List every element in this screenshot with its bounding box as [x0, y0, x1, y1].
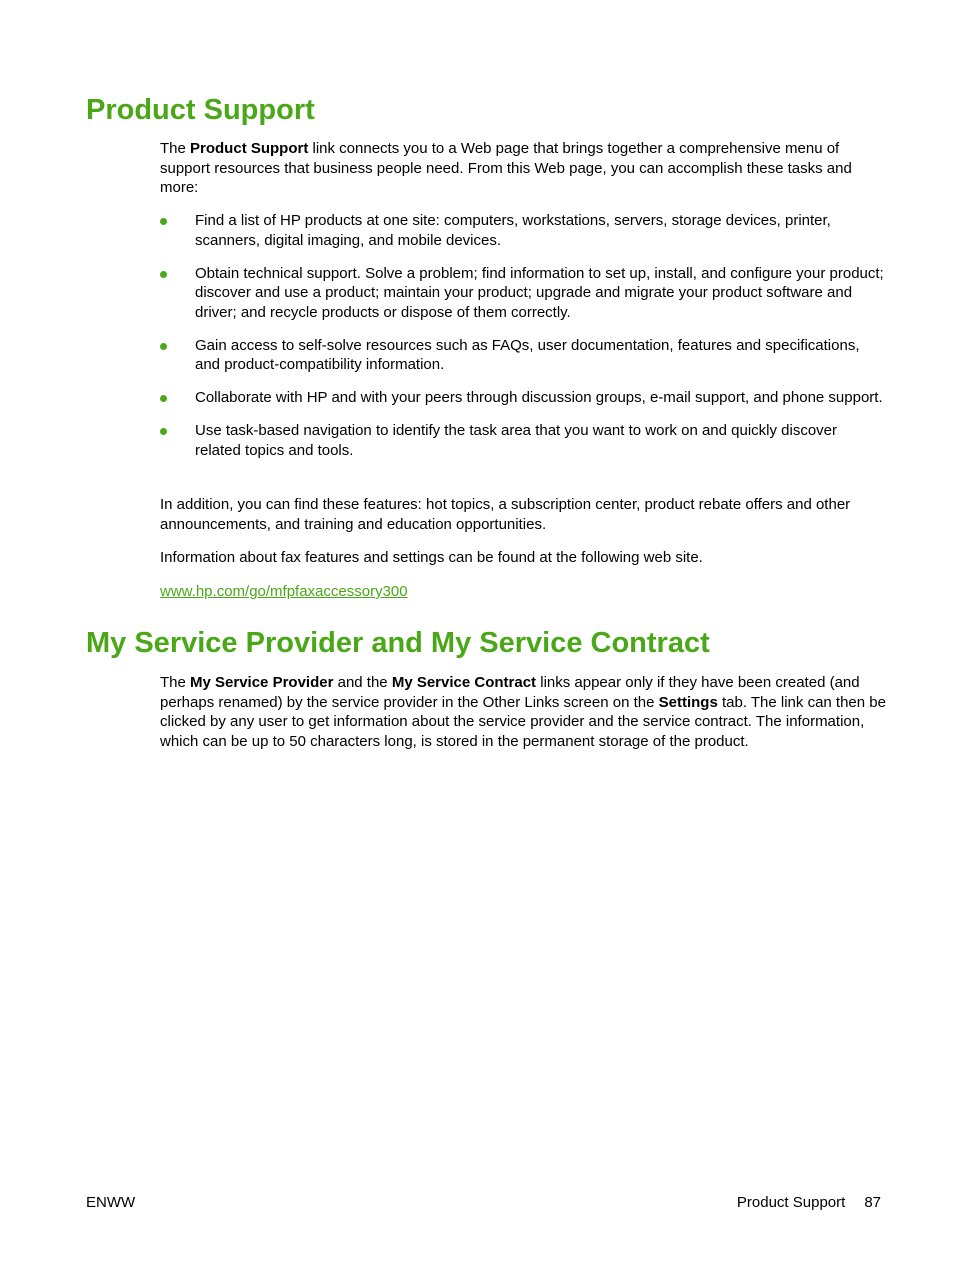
contract-text-2: and the — [333, 674, 392, 691]
list-item-text: Gain access to self-solve resources such as FAQs, user documentation, features and specifications, and product-compatibility information. — [195, 336, 860, 374]
intro-text-end: link connects you to a Web page that brings together a comprehensive menu of support resources that business people need. From this Web page, you can accomplish these tasks and more: — [160, 140, 852, 197]
footer-section-name: Product Support — [736, 1194, 846, 1211]
bullet-icon — [160, 218, 167, 225]
list-item-text: Obtain technical support. Solve a problem; find information to set up, install, and configure your product; discover and use a product; maintain your product; upgrade and migrate your product software and driver; and recycle products or dispose of them correctly. — [195, 264, 884, 321]
list-item-text: Collaborate with HP and with your peers through discussion groups, e-mail support, and phone support. — [195, 389, 883, 407]
section-heading-service-contract: My Service Provider and My Service Contract — [86, 627, 710, 659]
list-item-text: Use task-based navigation to identify the task area that you want to work on and quickly discover related topics and tools. — [195, 422, 838, 459]
task-bullet-list — [160, 211, 886, 474]
fax-info-paragraph — [160, 548, 886, 568]
contract-text-4: tab. The link can then be clicked by any user to get information about the service provider and the service contract. The information, which can be up to 50 characters long, is stored in the permanent storage of the product. — [160, 693, 886, 750]
contract-text-1: The — [160, 674, 191, 691]
intro-paragraph — [160, 139, 886, 198]
bullet-icon — [160, 428, 167, 435]
footer-section-info — [737, 1193, 881, 1212]
footer-edition-label: ENWW — [86, 1194, 136, 1211]
list-item — [160, 264, 886, 323]
fax-accessory-link[interactable]: www.hp.com/go/mfpfaxaccessory300 — [160, 583, 408, 600]
list-item — [160, 388, 886, 408]
additional-features-paragraph — [160, 495, 886, 534]
contract-text-3: links appear only if they have been created (and perhaps renamed) by the service provider in the Other Links screen on the — [160, 674, 860, 711]
bullet-icon — [160, 395, 167, 402]
section-heading-product-support: Product Support — [86, 94, 315, 126]
bold-my-service-provider: My Service Provider — [190, 674, 334, 691]
list-item — [160, 336, 886, 375]
list-item — [160, 421, 886, 460]
list-item-text: Find a list of HP products at one site: computers, workstations, servers, storage devices, printer, scanners, digital imaging, and mobile devices. — [195, 212, 831, 249]
intro-bold-product-support: Product Support — [190, 140, 309, 157]
bold-my-service-contract: My Service Contract — [391, 674, 537, 691]
intro-text-start: The — [160, 140, 191, 157]
fax-info-text: Information about fax features and settings can be found at the following web site. — [160, 549, 703, 566]
service-contract-paragraph — [160, 673, 886, 751]
bullet-icon — [160, 271, 167, 278]
bullet-icon — [160, 343, 167, 350]
list-item — [160, 211, 886, 250]
additional-features-text: In addition, you can find these features: hot topics, a subscription center, product rebate offers and other announcements, and training and education opportunities. — [160, 496, 851, 533]
page-number: 87 — [864, 1194, 881, 1211]
bold-settings: Settings — [658, 693, 718, 711]
